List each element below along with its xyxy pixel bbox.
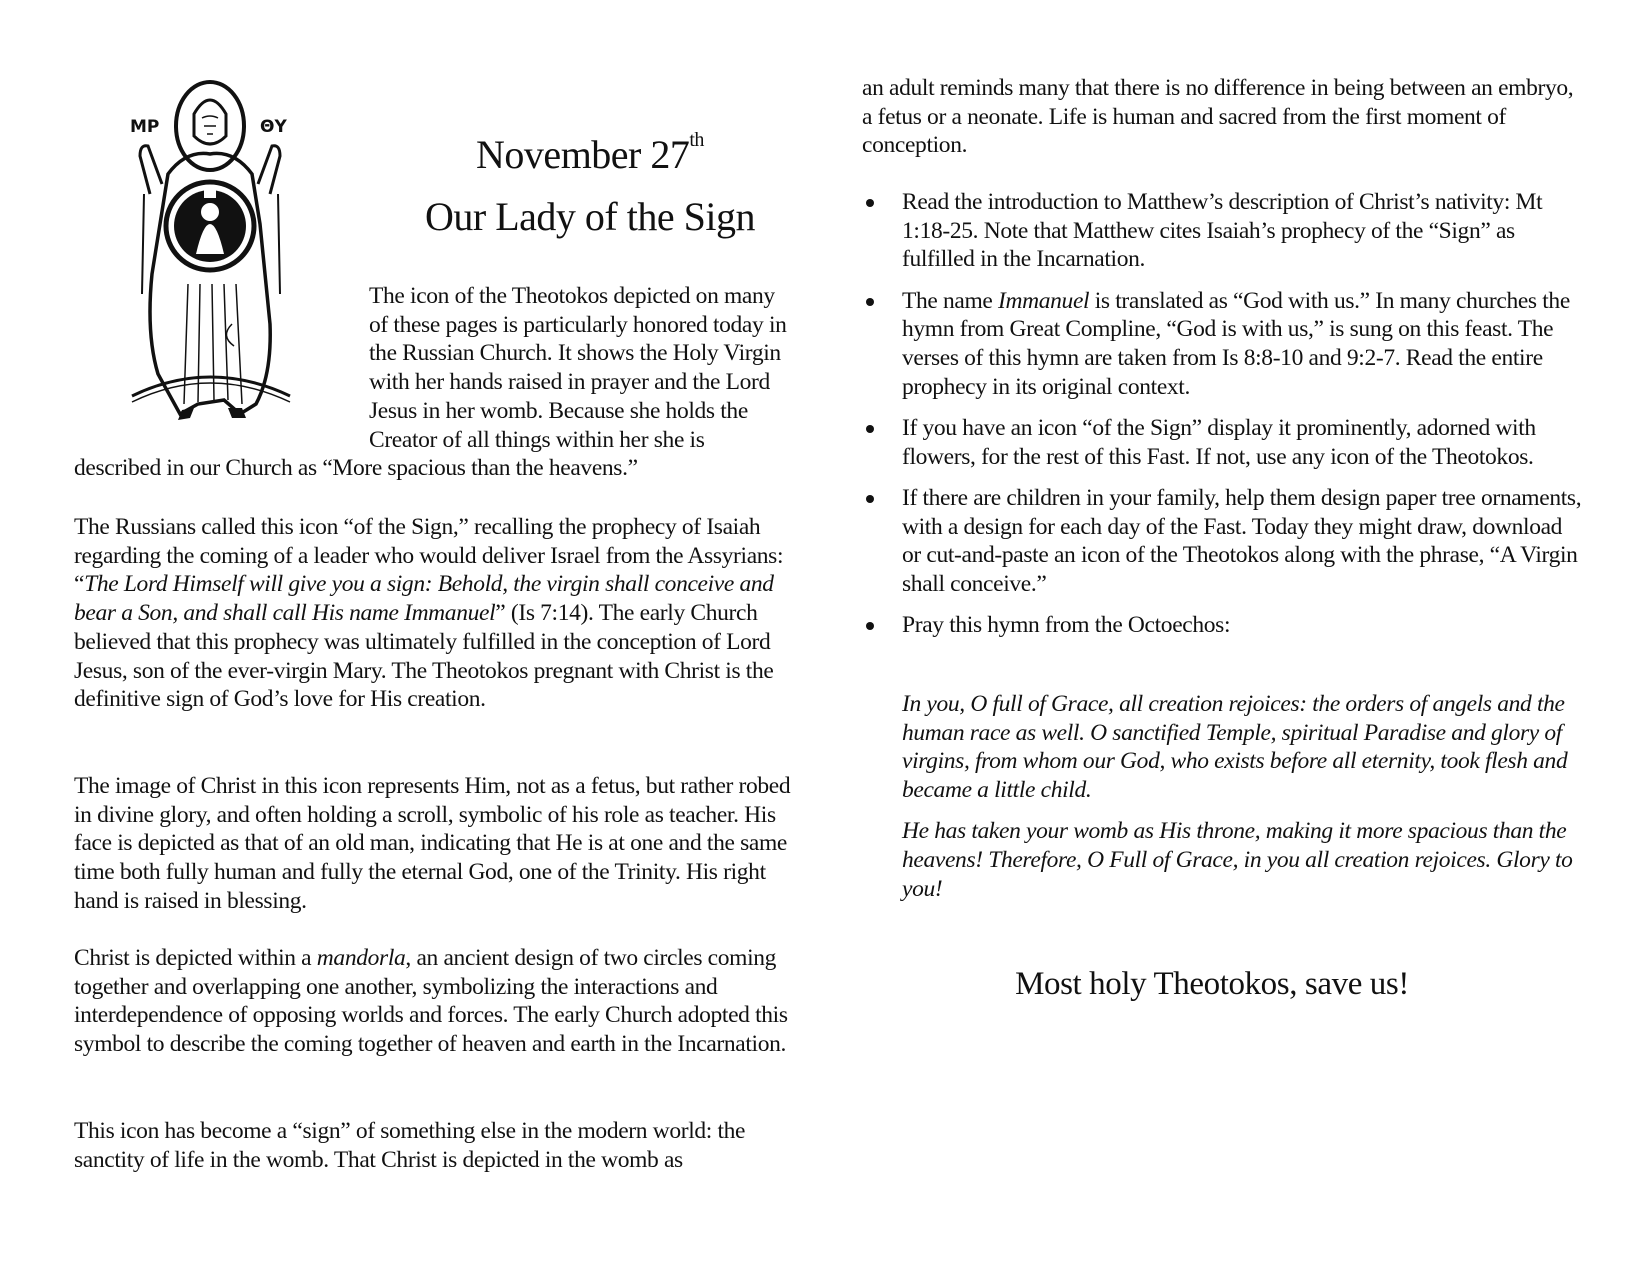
list-item (862, 287, 1582, 402)
page-title (360, 124, 820, 248)
feast-date (360, 124, 820, 186)
mandorla-intro: Christ is depicted within a (74, 945, 317, 971)
immanuel-term: Immanuel (998, 287, 1090, 314)
prophecy-outro: ” (Is 7:14). The early Church believed that this prophecy was ultimately fulfilled in the conception of Lord Jesus, son of the ever-virgin Mary. The Theotokos pregnant with Christ is the definitive sign of God’s love for His creation. (74, 600, 774, 713)
list-item-text: If you have an icon “of the Sign” display it prominently, adorned with flowers, for the rest of this Fast. If not, use any icon of the Theotokos. (902, 414, 1536, 470)
mandorla-outro: , an ancient design of two circles coming together and overlapping one another, symbolizing the interactions and interdependence of opposing worlds and forces. The early Church adopted this symbol to describe the coming together of heaven and earth in the Incarnation. (74, 945, 788, 1058)
list-item (862, 484, 1582, 599)
bullet-icon (866, 425, 874, 433)
christ-image-paragraph (74, 772, 794, 916)
icon-wrap-spacer (74, 282, 369, 447)
inscription-left: ΜΡ (130, 117, 160, 137)
list-item-text: Pray this hymn from the Octoechos: (902, 612, 1231, 639)
bullet-icon (866, 495, 874, 503)
list-item-text: If there are children in your family, help them design paper tree ornaments, with a design for each day of the Fast. Today they might draw, download or cut-and-paste an icon of the Theotokos along with the phrase, “A Virgin shall conceive.” (902, 484, 1582, 597)
list-item (862, 611, 1582, 640)
mandorla-term: mandorla (316, 945, 406, 971)
mandorla-paragraph (74, 944, 794, 1059)
bullet-icon (866, 199, 874, 207)
sanctity-of-life-text: This icon has become a “sign” of something else in the modern world: the sanctity of life in the womb. That Christ is depicted in the womb as (74, 1118, 746, 1173)
feast-date-main: November 27 (476, 132, 690, 177)
hymn-stanza: In you, O full of Grace, all creation rejoices: the orders of angels and the human race as well. O sanctified Temple, spiritual Paradise and glory of virgins, from whom our God, who exists before all eternity, took flesh and became a little child. (902, 691, 1568, 804)
list-item (862, 188, 1582, 274)
isaiah-quote: The Lord Himself will give you a sign: Behold, the virgin shall conceive and bear a Son, and shall call His name Immanuel (74, 571, 774, 627)
bullet-icon (866, 298, 874, 306)
intro-text: The icon of the Theotokos depicted on many of these pages is particularly honored today in the Russian Church. It shows the Holy Virgin with her hands raised in prayer and the Lord Jesus in her womb. Because she holds the Creator of all things within her she is described in our Church as “More spacious than the heavens.” (74, 283, 787, 482)
prophecy-paragraph (74, 513, 794, 714)
list-item-text-intro: The name (902, 287, 999, 314)
continuation-text: an adult reminds many that there is no difference in being between an embryo, a fetus or a neonate. Life is human and sacred from the first moment of conception. (862, 75, 1574, 159)
list-item-text: Read the introduction to Matthew’s description of Christ’s nativity: Mt 1:18-25. Note that Matthew cites Isaiah’s prophecy of the “Sign” as fulfilled in the Incarnation. (902, 189, 1543, 273)
bullet-icon (866, 622, 874, 630)
christ-image-text: The image of Christ in this icon represents Him, not as a fetus, but rather robed in divine glory, and often holding a scroll, symbolic of his role as teacher. His face is depicted as that of an old man, indicating that He is at one and the same time both fully human and fully the eternal God, one of the Trinity. His right hand is raised in blessing. (74, 773, 791, 914)
list-item (862, 414, 1582, 471)
inscription-right: ΘΥ (260, 117, 287, 137)
feast-title: Our Lady of the Sign (425, 194, 755, 239)
hymn-stanza: He has taken your womb as His throne, making it more spacious than the heavens! Therefore, O Full of Grace, in you all creation rejoices. Glory to you! (902, 818, 1573, 902)
sanctity-of-life-paragraph (74, 1117, 794, 1174)
prophecy-intro: The Russians called this icon “of the Sign,” recalling the prophecy of Isaiah regarding the coming of a leader who would deliver Israel from the Assyrians: “ (74, 514, 784, 598)
practice-list (862, 188, 1582, 652)
feast-date-suffix: th (689, 129, 704, 151)
continuation-paragraph (862, 74, 1582, 160)
closing-invocation: Most holy Theotokos, save us! (1015, 966, 1409, 1002)
list-item-text-outro: is translated as “God with us.” In many churches the hymn from Great Compline, “God is with us,” is sung on this feast. The verses of this hymn are taken from Is 8:8-10 and 9:2-7. Read the entire prophecy in its original context. (902, 287, 1570, 400)
octoechos-hymn (902, 690, 1582, 916)
intro-paragraph (74, 282, 794, 483)
